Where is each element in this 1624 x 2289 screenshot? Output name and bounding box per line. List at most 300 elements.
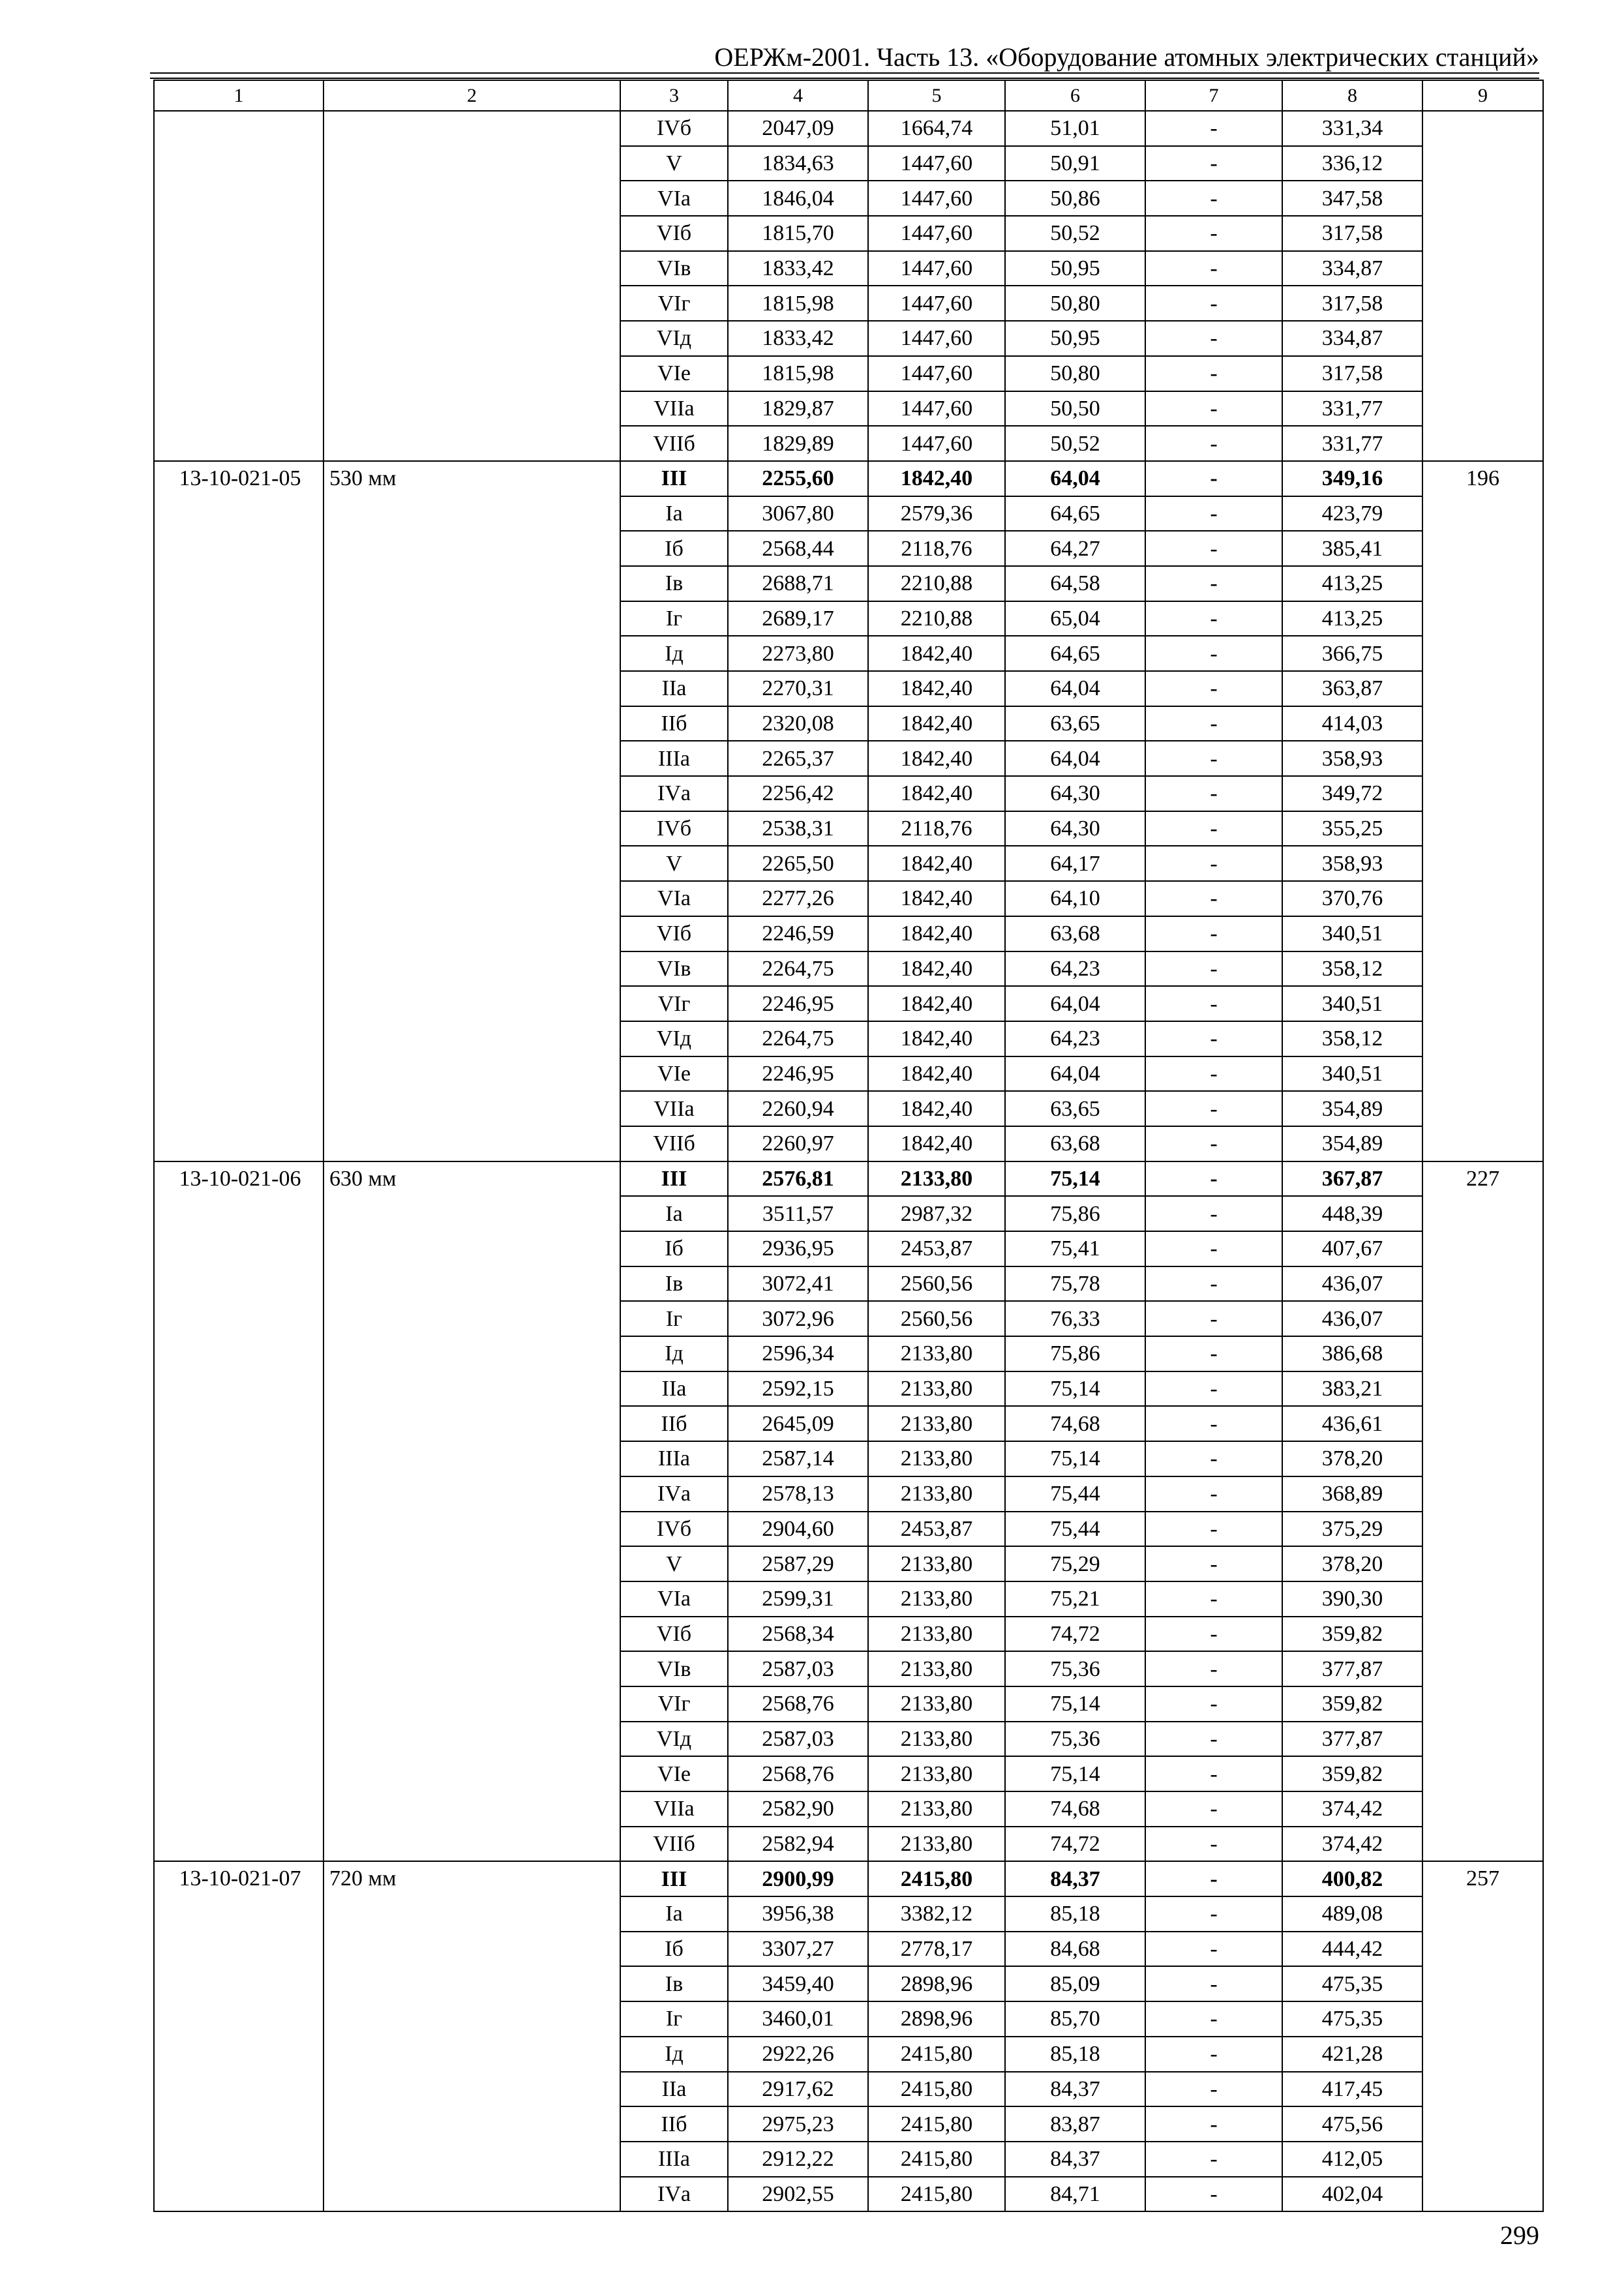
cost-total: 3072,96 xyxy=(728,1301,868,1336)
column-number: 2 xyxy=(323,80,620,111)
row-subcode: Iа xyxy=(620,1196,728,1231)
cost-materials: 331,77 xyxy=(1282,391,1422,426)
row-subcode: Iд xyxy=(620,2037,728,2072)
cost-wages: 1842,40 xyxy=(868,846,1005,881)
cost-total: 2645,09 xyxy=(728,1406,868,1441)
cost-drivers-wages: - xyxy=(1145,776,1282,811)
cost-drivers-wages: - xyxy=(1145,1617,1282,1652)
row-subcode: Iб xyxy=(620,1231,728,1266)
cost-total: 2264,75 xyxy=(728,1021,868,1056)
row-subcode: VIIа xyxy=(620,1791,728,1827)
row-subcode: VIд xyxy=(620,1021,728,1056)
cost-materials: 363,87 xyxy=(1282,671,1422,706)
cost-wages: 2210,88 xyxy=(868,601,1005,636)
cost-total: 1833,42 xyxy=(728,251,868,286)
row-subcode: Iа xyxy=(620,1896,728,1932)
cost-materials: 413,25 xyxy=(1282,566,1422,601)
row-subcode: VIг xyxy=(620,986,728,1021)
cost-total: 2904,60 xyxy=(728,1512,868,1547)
column-number: 5 xyxy=(868,80,1005,111)
header-rule-bottom xyxy=(150,78,1539,79)
row-subcode: VIв xyxy=(620,951,728,987)
cost-machines: 74,72 xyxy=(1005,1617,1145,1652)
row-subcode: V xyxy=(620,846,728,881)
cost-machines: 75,44 xyxy=(1005,1476,1145,1512)
cost-drivers-wages: - xyxy=(1145,1791,1282,1827)
cost-materials: 317,58 xyxy=(1282,286,1422,321)
cost-materials: 436,61 xyxy=(1282,1406,1422,1441)
row-subcode: Iв xyxy=(620,1266,728,1302)
cost-machines: 75,14 xyxy=(1005,1686,1145,1722)
cost-machines: 64,04 xyxy=(1005,1056,1145,1092)
cost-drivers-wages: - xyxy=(1145,1231,1282,1266)
cost-wages: 1842,40 xyxy=(868,986,1005,1021)
cost-wages: 2133,80 xyxy=(868,1791,1005,1827)
cost-materials: 400,82 xyxy=(1282,1861,1422,1896)
cost-total: 2975,23 xyxy=(728,2106,868,2142)
cost-total: 2582,94 xyxy=(728,1827,868,1862)
cost-drivers-wages: - xyxy=(1145,1546,1282,1581)
cost-wages: 2118,76 xyxy=(868,811,1005,846)
row-weight: 227 xyxy=(1422,1161,1543,1862)
row-subcode: IVб xyxy=(620,1512,728,1547)
cost-materials: 448,39 xyxy=(1282,1196,1422,1231)
column-number-row xyxy=(154,80,1543,111)
cost-drivers-wages: - xyxy=(1145,1966,1282,2001)
cost-drivers-wages: - xyxy=(1145,1161,1282,1197)
row-subcode: VIб xyxy=(620,1617,728,1652)
cost-total: 2255,60 xyxy=(728,461,868,496)
cost-drivers-wages: - xyxy=(1145,671,1282,706)
cost-total: 2246,95 xyxy=(728,1056,868,1092)
cost-materials: 355,25 xyxy=(1282,811,1422,846)
cost-machines: 75,14 xyxy=(1005,1161,1145,1197)
row-subcode: IIIа xyxy=(620,1441,728,1476)
cost-total: 2568,76 xyxy=(728,1756,868,1791)
cost-materials: 334,87 xyxy=(1282,321,1422,356)
cost-wages: 2133,80 xyxy=(868,1406,1005,1441)
cost-total: 2900,99 xyxy=(728,1861,868,1896)
cost-materials: 386,68 xyxy=(1282,1336,1422,1371)
cost-machines: 64,30 xyxy=(1005,811,1145,846)
cost-materials: 475,35 xyxy=(1282,1966,1422,2001)
cost-materials: 412,05 xyxy=(1282,2142,1422,2177)
cost-materials: 354,89 xyxy=(1282,1126,1422,1161)
row-subcode: VIб xyxy=(620,916,728,951)
cost-drivers-wages: - xyxy=(1145,216,1282,251)
cost-materials: 374,42 xyxy=(1282,1791,1422,1827)
row-weight xyxy=(1422,111,1543,461)
cost-materials: 436,07 xyxy=(1282,1301,1422,1336)
cost-machines: 75,14 xyxy=(1005,1756,1145,1791)
cost-wages: 2415,80 xyxy=(868,2177,1005,2212)
cost-materials: 370,76 xyxy=(1282,881,1422,916)
row-subcode: IVа xyxy=(620,2177,728,2212)
cost-wages: 1842,40 xyxy=(868,461,1005,496)
row-subcode: Iг xyxy=(620,1301,728,1336)
cost-machines: 74,72 xyxy=(1005,1827,1145,1862)
cost-wages: 2987,32 xyxy=(868,1196,1005,1231)
cost-machines: 63,65 xyxy=(1005,706,1145,741)
cost-materials: 331,77 xyxy=(1282,426,1422,461)
cost-materials: 367,87 xyxy=(1282,1161,1422,1197)
cost-materials: 366,75 xyxy=(1282,636,1422,671)
row-subcode: VIе xyxy=(620,356,728,391)
cost-machines: 63,68 xyxy=(1005,1126,1145,1161)
cost-total: 2688,71 xyxy=(728,566,868,601)
cost-wages: 2133,80 xyxy=(868,1371,1005,1407)
cost-total: 2592,15 xyxy=(728,1371,868,1407)
cost-materials: 377,87 xyxy=(1282,1651,1422,1686)
cost-machines: 64,04 xyxy=(1005,671,1145,706)
row-description: 530 мм xyxy=(323,461,620,1161)
cost-total: 3956,38 xyxy=(728,1896,868,1932)
cost-total: 3307,27 xyxy=(728,1932,868,1967)
cost-machines: 85,09 xyxy=(1005,1966,1145,2001)
cost-drivers-wages: - xyxy=(1145,251,1282,286)
row-description xyxy=(323,111,620,461)
cost-wages: 1842,40 xyxy=(868,706,1005,741)
row-subcode: V xyxy=(620,1546,728,1581)
cost-total: 2538,31 xyxy=(728,811,868,846)
resource-table xyxy=(153,80,1544,2212)
cost-materials: 383,21 xyxy=(1282,1371,1422,1407)
row-subcode: IIа xyxy=(620,671,728,706)
row-subcode: VIIа xyxy=(620,1091,728,1126)
cost-drivers-wages: - xyxy=(1145,2001,1282,2037)
cost-total: 1829,89 xyxy=(728,426,868,461)
cost-drivers-wages: - xyxy=(1145,2072,1282,2107)
table-row xyxy=(154,461,1543,496)
cost-materials: 378,20 xyxy=(1282,1441,1422,1476)
row-subcode: VIIб xyxy=(620,1827,728,1862)
cost-materials: 358,93 xyxy=(1282,846,1422,881)
cost-drivers-wages: - xyxy=(1145,1827,1282,1862)
row-subcode: IIIа xyxy=(620,2142,728,2177)
row-subcode: VIа xyxy=(620,181,728,216)
cost-wages: 2415,80 xyxy=(868,2072,1005,2107)
cost-materials: 340,51 xyxy=(1282,986,1422,1021)
cost-drivers-wages: - xyxy=(1145,1406,1282,1441)
cost-machines: 75,86 xyxy=(1005,1196,1145,1231)
row-subcode: Iг xyxy=(620,601,728,636)
cost-machines: 75,36 xyxy=(1005,1651,1145,1686)
cost-materials: 414,03 xyxy=(1282,706,1422,741)
column-number: 1 xyxy=(154,80,323,111)
row-subcode: IIа xyxy=(620,2072,728,2107)
cost-drivers-wages: - xyxy=(1145,1441,1282,1476)
cost-drivers-wages: - xyxy=(1145,146,1282,181)
cost-materials: 436,07 xyxy=(1282,1266,1422,1302)
cost-wages: 1842,40 xyxy=(868,916,1005,951)
cost-materials: 359,82 xyxy=(1282,1617,1422,1652)
cost-drivers-wages: - xyxy=(1145,391,1282,426)
row-subcode: IIб xyxy=(620,2106,728,2142)
cost-drivers-wages: - xyxy=(1145,1651,1282,1686)
cost-materials: 340,51 xyxy=(1282,916,1422,951)
cost-wages: 1447,60 xyxy=(868,286,1005,321)
cost-drivers-wages: - xyxy=(1145,1756,1282,1791)
cost-machines: 76,33 xyxy=(1005,1301,1145,1336)
cost-machines: 64,04 xyxy=(1005,461,1145,496)
cost-total: 2582,90 xyxy=(728,1791,868,1827)
cost-drivers-wages: - xyxy=(1145,1686,1282,1722)
cost-machines: 83,87 xyxy=(1005,2106,1145,2142)
cost-drivers-wages: - xyxy=(1145,881,1282,916)
cost-machines: 64,04 xyxy=(1005,986,1145,1021)
row-code: 13-10-021-07 xyxy=(154,1861,323,2211)
cost-wages: 2133,80 xyxy=(868,1651,1005,1686)
cost-wages: 2133,80 xyxy=(868,1686,1005,1722)
cost-machines: 75,86 xyxy=(1005,1336,1145,1371)
row-subcode: IIб xyxy=(620,1406,728,1441)
cost-drivers-wages: - xyxy=(1145,916,1282,951)
cost-materials: 377,87 xyxy=(1282,1722,1422,1757)
cost-wages: 3382,12 xyxy=(868,1896,1005,1932)
cost-total: 2568,44 xyxy=(728,531,868,566)
cost-materials: 359,82 xyxy=(1282,1686,1422,1722)
row-subcode: Iб xyxy=(620,531,728,566)
row-subcode: Iг xyxy=(620,2001,728,2037)
cost-total: 1846,04 xyxy=(728,181,868,216)
cost-total: 2260,94 xyxy=(728,1091,868,1126)
cost-machines: 50,91 xyxy=(1005,146,1145,181)
cost-drivers-wages: - xyxy=(1145,1196,1282,1231)
cost-wages: 2453,87 xyxy=(868,1512,1005,1547)
cost-wages: 2560,56 xyxy=(868,1301,1005,1336)
cost-wages: 1842,40 xyxy=(868,671,1005,706)
table-body xyxy=(154,80,1543,2211)
page-number: 299 xyxy=(1500,2221,1539,2250)
cost-wages: 2415,80 xyxy=(868,2142,1005,2177)
column-number: 7 xyxy=(1145,80,1282,111)
cost-materials: 444,42 xyxy=(1282,1932,1422,1967)
cost-total: 2689,17 xyxy=(728,601,868,636)
cost-wages: 1842,40 xyxy=(868,636,1005,671)
cost-wages: 2133,80 xyxy=(868,1581,1005,1617)
row-subcode: VIг xyxy=(620,286,728,321)
row-subcode: VIб xyxy=(620,216,728,251)
cost-materials: 475,56 xyxy=(1282,2106,1422,2142)
cost-machines: 50,80 xyxy=(1005,286,1145,321)
cost-drivers-wages: - xyxy=(1145,531,1282,566)
cost-drivers-wages: - xyxy=(1145,426,1282,461)
row-code: 13-10-021-05 xyxy=(154,461,323,1161)
cost-materials: 407,67 xyxy=(1282,1231,1422,1266)
cost-machines: 64,65 xyxy=(1005,496,1145,531)
row-subcode: III xyxy=(620,1161,728,1197)
cost-wages: 2133,80 xyxy=(868,1476,1005,1512)
cost-machines: 75,21 xyxy=(1005,1581,1145,1617)
cost-total: 2568,76 xyxy=(728,1686,868,1722)
column-number: 3 xyxy=(620,80,728,111)
row-subcode: IIб xyxy=(620,706,728,741)
row-subcode: Iа xyxy=(620,496,728,531)
cost-wages: 1447,60 xyxy=(868,181,1005,216)
cost-materials: 475,35 xyxy=(1282,2001,1422,2037)
row-weight: 257 xyxy=(1422,1861,1543,2211)
row-subcode: Iд xyxy=(620,636,728,671)
cost-machines: 64,17 xyxy=(1005,846,1145,881)
row-subcode: V xyxy=(620,146,728,181)
cost-machines: 64,04 xyxy=(1005,741,1145,776)
cost-materials: 413,25 xyxy=(1282,601,1422,636)
cost-drivers-wages: - xyxy=(1145,286,1282,321)
cost-machines: 75,14 xyxy=(1005,1371,1145,1407)
cost-machines: 84,71 xyxy=(1005,2177,1145,2212)
cost-total: 2902,55 xyxy=(728,2177,868,2212)
cost-drivers-wages: - xyxy=(1145,1896,1282,1932)
column-number: 8 xyxy=(1282,80,1422,111)
cost-machines: 50,95 xyxy=(1005,251,1145,286)
cost-wages: 2133,80 xyxy=(868,1336,1005,1371)
cost-drivers-wages: - xyxy=(1145,986,1282,1021)
cost-machines: 64,58 xyxy=(1005,566,1145,601)
cost-total: 1829,87 xyxy=(728,391,868,426)
cost-materials: 354,89 xyxy=(1282,1091,1422,1126)
cost-materials: 340,51 xyxy=(1282,1056,1422,1092)
cost-wages: 1842,40 xyxy=(868,1126,1005,1161)
cost-total: 2587,14 xyxy=(728,1441,868,1476)
cost-total: 1833,42 xyxy=(728,321,868,356)
cost-materials: 331,34 xyxy=(1282,111,1422,146)
cost-total: 2246,59 xyxy=(728,916,868,951)
cost-drivers-wages: - xyxy=(1145,2142,1282,2177)
cost-total: 2260,97 xyxy=(728,1126,868,1161)
cost-drivers-wages: - xyxy=(1145,636,1282,671)
cost-wages: 1447,60 xyxy=(868,216,1005,251)
cost-total: 2265,37 xyxy=(728,741,868,776)
cost-machines: 64,23 xyxy=(1005,1021,1145,1056)
row-subcode: VIа xyxy=(620,1581,728,1617)
cost-wages: 2133,80 xyxy=(868,1722,1005,1757)
cost-total: 2936,95 xyxy=(728,1231,868,1266)
cost-materials: 417,45 xyxy=(1282,2072,1422,2107)
cost-total: 2922,26 xyxy=(728,2037,868,2072)
cost-machines: 50,86 xyxy=(1005,181,1145,216)
cost-drivers-wages: - xyxy=(1145,1932,1282,1967)
cost-machines: 85,18 xyxy=(1005,1896,1145,1932)
cost-materials: 378,20 xyxy=(1282,1546,1422,1581)
row-subcode: VIIа xyxy=(620,391,728,426)
cost-machines: 75,44 xyxy=(1005,1512,1145,1547)
cost-drivers-wages: - xyxy=(1145,846,1282,881)
row-weight: 196 xyxy=(1422,461,1543,1161)
cost-wages: 1842,40 xyxy=(868,1056,1005,1092)
cost-total: 3459,40 xyxy=(728,1966,868,2001)
cost-drivers-wages: - xyxy=(1145,1126,1282,1161)
cost-machines: 63,68 xyxy=(1005,916,1145,951)
cost-wages: 2118,76 xyxy=(868,531,1005,566)
row-subcode: VIд xyxy=(620,1722,728,1757)
cost-total: 2265,50 xyxy=(728,846,868,881)
cost-drivers-wages: - xyxy=(1145,1512,1282,1547)
row-subcode: VIIб xyxy=(620,1126,728,1161)
header-rule-top xyxy=(150,72,1539,74)
cost-drivers-wages: - xyxy=(1145,2037,1282,2072)
cost-machines: 64,27 xyxy=(1005,531,1145,566)
cost-total: 2320,08 xyxy=(728,706,868,741)
cost-total: 2599,31 xyxy=(728,1581,868,1617)
cost-total: 2587,29 xyxy=(728,1546,868,1581)
cost-wages: 2415,80 xyxy=(868,1861,1005,1896)
cost-total: 2596,34 xyxy=(728,1336,868,1371)
row-description: 630 мм xyxy=(323,1161,620,1862)
cost-wages: 2453,87 xyxy=(868,1231,1005,1266)
cost-wages: 2133,80 xyxy=(868,1546,1005,1581)
cost-machines: 74,68 xyxy=(1005,1791,1145,1827)
cost-machines: 64,30 xyxy=(1005,776,1145,811)
cost-wages: 1447,60 xyxy=(868,391,1005,426)
cost-total: 2047,09 xyxy=(728,111,868,146)
cost-total: 1815,70 xyxy=(728,216,868,251)
cost-materials: 349,16 xyxy=(1282,461,1422,496)
row-subcode: Iв xyxy=(620,566,728,601)
cost-machines: 84,37 xyxy=(1005,1861,1145,1896)
cost-materials: 423,79 xyxy=(1282,496,1422,531)
column-number: 4 xyxy=(728,80,868,111)
column-number: 9 xyxy=(1422,80,1543,111)
row-subcode: VIе xyxy=(620,1056,728,1092)
cost-drivers-wages: - xyxy=(1145,1581,1282,1617)
cost-drivers-wages: - xyxy=(1145,951,1282,987)
cost-machines: 64,10 xyxy=(1005,881,1145,916)
cost-wages: 2778,17 xyxy=(868,1932,1005,1967)
cost-materials: 358,12 xyxy=(1282,1021,1422,1056)
cost-total: 2576,81 xyxy=(728,1161,868,1197)
row-subcode: VIIб xyxy=(620,426,728,461)
cost-wages: 1842,40 xyxy=(868,1091,1005,1126)
page-header-title: ОЕРЖм-2001. Часть 13. «Оборудование атомных электрических станций» xyxy=(714,42,1539,72)
cost-materials: 368,89 xyxy=(1282,1476,1422,1512)
cost-total: 1815,98 xyxy=(728,356,868,391)
cost-total: 1815,98 xyxy=(728,286,868,321)
row-code: 13-10-021-06 xyxy=(154,1161,323,1862)
cost-materials: 336,12 xyxy=(1282,146,1422,181)
cost-total: 2246,95 xyxy=(728,986,868,1021)
cost-wages: 1842,40 xyxy=(868,881,1005,916)
cost-wages: 2133,80 xyxy=(868,1161,1005,1197)
cost-drivers-wages: - xyxy=(1145,1056,1282,1092)
cost-wages: 1447,60 xyxy=(868,426,1005,461)
cost-total: 2273,80 xyxy=(728,636,868,671)
row-subcode: IVб xyxy=(620,111,728,146)
cost-materials: 489,08 xyxy=(1282,1896,1422,1932)
row-subcode: Iд xyxy=(620,1336,728,1371)
cost-machines: 65,04 xyxy=(1005,601,1145,636)
cost-materials: 317,58 xyxy=(1282,356,1422,391)
cost-machines: 84,37 xyxy=(1005,2072,1145,2107)
cost-wages: 1842,40 xyxy=(868,951,1005,987)
cost-wages: 2210,88 xyxy=(868,566,1005,601)
cost-materials: 347,58 xyxy=(1282,181,1422,216)
cost-machines: 75,36 xyxy=(1005,1722,1145,1757)
cost-machines: 84,37 xyxy=(1005,2142,1145,2177)
cost-wages: 1447,60 xyxy=(868,356,1005,391)
cost-wages: 2898,96 xyxy=(868,2001,1005,2037)
row-subcode: III xyxy=(620,461,728,496)
cost-drivers-wages: - xyxy=(1145,496,1282,531)
cost-drivers-wages: - xyxy=(1145,706,1282,741)
cost-drivers-wages: - xyxy=(1145,1301,1282,1336)
cost-drivers-wages: - xyxy=(1145,1091,1282,1126)
cost-drivers-wages: - xyxy=(1145,1861,1282,1896)
cost-drivers-wages: - xyxy=(1145,1266,1282,1302)
cost-drivers-wages: - xyxy=(1145,1021,1282,1056)
table-row xyxy=(154,1861,1543,1896)
cost-wages: 1447,60 xyxy=(868,251,1005,286)
cost-wages: 1842,40 xyxy=(868,776,1005,811)
